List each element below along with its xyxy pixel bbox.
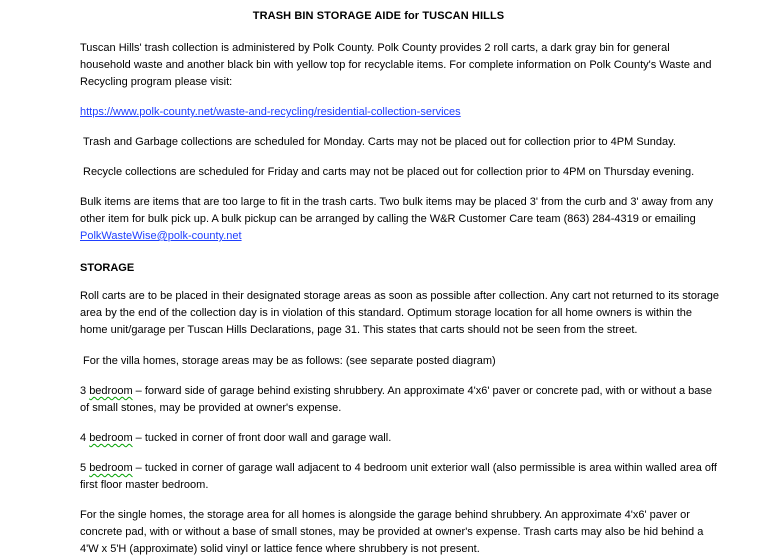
four-bedroom-number: 4 xyxy=(80,432,90,444)
five-bedroom-number: 5 xyxy=(80,462,90,474)
email-link[interactable]: PolkWasteWise@polk-county.net xyxy=(80,230,242,242)
bulk-items-text: Bulk items are items that are too large to fit in the trash carts. Two bulk items may be placed 3' from the curb and 3' away from any other item for bulk pick up. A bulk pickup can be arranged by calling the W&R Customer Care team (863) 284-4319 or emailing xyxy=(80,196,714,225)
single-homes-paragraph: For the single homes, the storage area for all homes is alongside the garage behind shrubbery. An approximate 4'x6' paver or concrete pad, with or without a base of small stones, may be provided at owner's expense. Trash carts may also be hid behind a 4'W x 5'H (approximate) solid vinyl or lattice fence where shrubbery is not present. xyxy=(80,509,704,555)
four-bedroom-text: – tucked in corner of front door wall and garage wall. xyxy=(132,432,392,444)
bulk-items-paragraph xyxy=(80,194,720,245)
four-bedroom-word: bedroom xyxy=(89,432,133,444)
trash-schedule-paragraph: Trash and Garbage collections are scheduled for Monday. Carts may not be placed out for collection prior to 4PM Sunday. xyxy=(83,136,676,148)
four-bedroom-paragraph xyxy=(80,430,720,447)
five-bedroom-paragraph xyxy=(80,460,720,494)
five-bedroom-word: bedroom xyxy=(89,462,133,474)
five-bedroom-text: – tucked in corner of garage wall adjacent to 4 bedroom unit exterior wall (also permissible is area within walled area off first floor master bedroom. xyxy=(80,462,717,491)
polk-county-link[interactable]: https://www.polk-county.net/waste-and-recycling/residential-collection-services xyxy=(80,106,461,118)
three-bedroom-paragraph xyxy=(80,383,720,417)
storage-paragraph: Roll carts are to be placed in their designated storage areas as soon as possible after collection. Any cart not returned to its storage area by the end of the collection day is in violation of this standard. Optimum storage location for all home owners is within the home unit/garage per Tuscan Hills Declarations, page 31. This states that carts should not be seen from the street. xyxy=(80,290,719,336)
intro-paragraph: Tuscan Hills' trash collection is administered by Polk County. Polk County provides 2 roll carts, a dark gray bin for general household waste and another black bin with yellow top for recyclable items. For complete information on Polk County's Waste and Recycling program please visit: xyxy=(80,42,712,88)
document-title: TRASH BIN STORAGE AIDE for TUSCAN HILLS xyxy=(252,10,505,22)
three-bedroom-number: 3 xyxy=(80,385,90,397)
three-bedroom-word: bedroom xyxy=(89,385,133,397)
storage-heading: STORAGE xyxy=(80,262,135,274)
link-paragraph xyxy=(80,104,720,121)
three-bedroom-text: – forward side of garage behind existing shrubbery. An approximate 4'x6' paver or concrete pad, with or without a base of small stones, may be provided at owner's expense. xyxy=(80,385,712,414)
villa-intro-paragraph: For the villa homes, storage areas may be as follows: (see separate posted diagram) xyxy=(83,355,496,367)
recycle-schedule-paragraph: Recycle collections are scheduled for Friday and carts may not be placed out for collection prior to 4PM on Thursday evening. xyxy=(83,166,695,178)
